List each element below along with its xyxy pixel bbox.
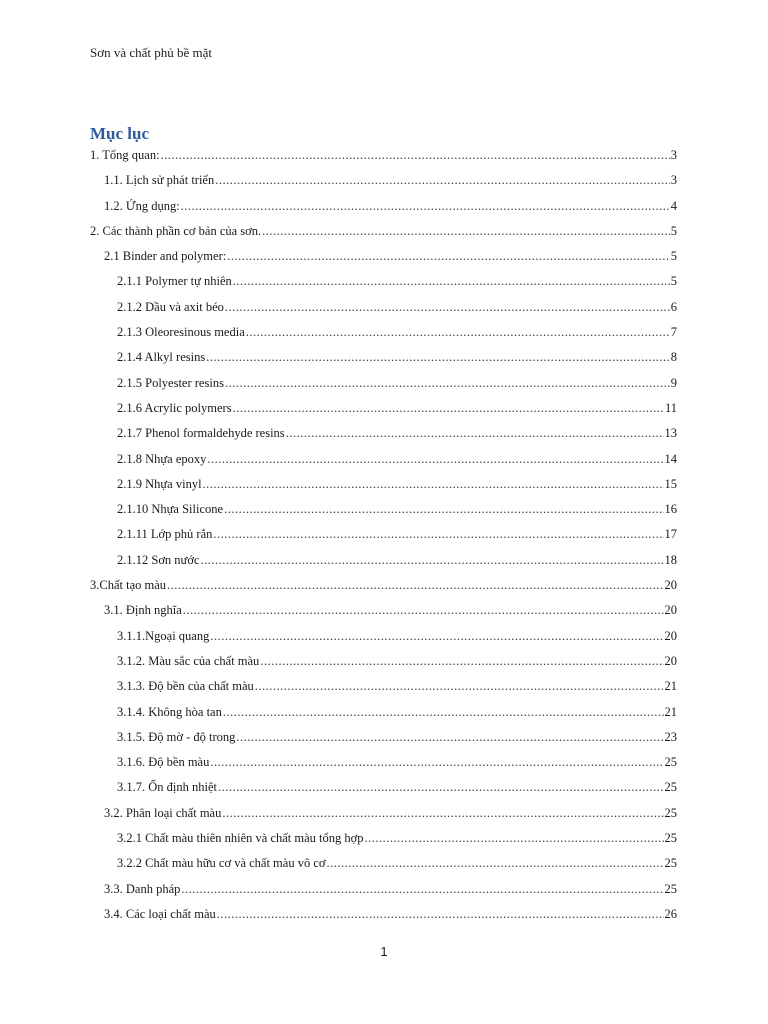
dot-leader <box>225 295 670 320</box>
toc-entry-page: 7 <box>670 325 677 340</box>
toc-entry[interactable] <box>90 902 677 927</box>
dot-leader <box>218 775 664 800</box>
dot-leader <box>167 573 663 598</box>
dot-leader <box>286 421 664 446</box>
toc-entry-label: 3.1.4. Không hòa tan <box>117 704 222 719</box>
toc-entry[interactable] <box>90 573 677 598</box>
toc-entry-label: 2.1.6 Acrylic polymers <box>117 400 232 415</box>
dot-leader <box>227 244 670 269</box>
dot-leader <box>207 447 663 472</box>
toc-entry-label: 2.1.8 Nhựa epoxy <box>117 451 207 466</box>
toc-entry-page: 3 <box>670 148 677 162</box>
dot-leader <box>215 168 670 193</box>
toc-entry[interactable] <box>90 522 677 547</box>
toc-entry[interactable] <box>90 548 677 573</box>
toc-entry-label: 2.1.11 Lớp phủ rắn <box>117 527 213 542</box>
dot-leader <box>222 801 663 826</box>
toc-entry-page: 8 <box>670 350 677 365</box>
dot-leader <box>183 598 664 623</box>
toc-entry-page: 20 <box>664 653 677 668</box>
toc-entry[interactable] <box>90 244 677 269</box>
toc-entry[interactable] <box>90 269 677 294</box>
toc-entry-label: 1.1. Lịch sử phát triển <box>104 173 215 188</box>
toc-entry-label: 3.2.2 Chất màu hữu cơ và chất màu vô cơ <box>117 856 326 871</box>
toc-entry[interactable] <box>90 801 677 826</box>
dot-leader <box>223 700 664 725</box>
toc-entry-page: 18 <box>664 552 677 567</box>
dot-leader <box>210 624 663 649</box>
toc-entry-page: 25 <box>664 780 677 795</box>
toc-entry-label: 2. Các thành phần cơ bản của sơn. <box>90 223 262 238</box>
toc-entry-page: 26 <box>664 906 677 921</box>
toc-entry-label: 3.1.6. Độ bền màu <box>117 755 210 770</box>
toc-entry[interactable] <box>90 877 677 902</box>
toc-entry[interactable] <box>90 295 677 320</box>
dot-leader <box>233 396 664 421</box>
toc-entry[interactable] <box>90 851 677 876</box>
toc-entry-page: 20 <box>664 578 677 593</box>
toc-entry-label: 2.1.3 Oleoresinous media <box>117 325 245 340</box>
toc-entry[interactable] <box>90 649 677 674</box>
table-of-contents <box>90 143 677 927</box>
toc-title: Mục lục <box>90 124 150 143</box>
toc-entry-label: 1.2. Ứng dụng: <box>104 198 180 213</box>
toc-entry[interactable] <box>90 194 677 219</box>
toc-entry-label: 3.2.1 Chất màu thiên nhiên và chất màu tổng hợp <box>117 831 364 846</box>
toc-entry-label: 3.2. Phân loại chất màu <box>104 805 222 820</box>
toc-entry-label: 3.1.1.Ngoại quang <box>117 628 210 643</box>
toc-entry-label: 3.1.3. Độ bền của chất màu <box>117 679 254 694</box>
toc-entry-label: 3.4. Các loại chất màu <box>104 906 216 921</box>
toc-entry-label: 2.1.1 Polymer tự nhiên <box>117 274 232 289</box>
toc-entry-page: 14 <box>664 451 677 466</box>
toc-entry[interactable] <box>90 320 677 345</box>
toc-entry[interactable] <box>90 598 677 623</box>
toc-entry-page: 20 <box>664 628 677 643</box>
toc-entry-page: 11 <box>664 400 677 415</box>
dot-leader <box>206 345 670 370</box>
toc-entry-label: 2.1.5 Polyester resins <box>117 375 224 390</box>
toc-entry-page: 21 <box>664 679 677 694</box>
dot-leader <box>236 725 663 750</box>
toc-entry-page: 25 <box>664 881 677 896</box>
toc-entry-label: 3.1.2. Màu sắc của chất màu <box>117 653 260 668</box>
dot-leader <box>201 548 664 573</box>
toc-entry-page: 21 <box>664 704 677 719</box>
toc-entry-page: 5 <box>670 223 677 238</box>
toc-entry[interactable] <box>90 472 677 497</box>
toc-entry-label: 3.1. Định nghĩa <box>104 603 182 618</box>
dot-leader <box>255 674 664 699</box>
toc-entry-page: 25 <box>664 856 677 871</box>
dot-leader <box>161 143 670 168</box>
dot-leader <box>217 902 664 927</box>
toc-entry-page: 9 <box>670 375 677 390</box>
toc-entry-label: 2.1.2 Dầu và axit béo <box>117 299 224 314</box>
dot-leader <box>246 320 670 345</box>
toc-entry-page: 25 <box>664 805 677 820</box>
dot-leader <box>365 826 664 851</box>
dot-leader <box>262 219 670 244</box>
toc-entry[interactable] <box>90 396 677 421</box>
dot-leader <box>260 649 663 674</box>
toc-entry[interactable] <box>90 219 677 244</box>
toc-entry-page: 16 <box>664 502 677 517</box>
dot-leader <box>210 750 663 775</box>
toc-entry-label: 2.1.10 Nhựa Silicone <box>117 502 224 517</box>
toc-entry[interactable] <box>90 725 677 750</box>
toc-entry-label: 2.1.12 Sơn nước <box>117 552 200 567</box>
toc-entry[interactable] <box>90 168 677 193</box>
dot-leader <box>181 194 670 219</box>
dot-leader <box>326 851 663 876</box>
toc-entry-page: 6 <box>670 299 677 314</box>
toc-entry-page: 3 <box>670 173 677 188</box>
toc-entry[interactable] <box>90 624 677 649</box>
toc-entry[interactable] <box>90 674 677 699</box>
toc-entry-label: 1. Tổng quan: <box>90 148 160 162</box>
dot-leader <box>233 269 670 294</box>
toc-entry-page: 20 <box>664 603 677 618</box>
toc-entry-page: 13 <box>664 426 677 441</box>
toc-entry-page: 5 <box>670 274 677 289</box>
toc-entry[interactable] <box>90 143 677 168</box>
toc-entry-label: 2.1 Binder and polymer: <box>104 249 227 264</box>
toc-entry-page: 25 <box>664 831 677 846</box>
toc-entry[interactable] <box>90 421 677 446</box>
dot-leader <box>225 371 670 396</box>
toc-entry-label: 3.Chất tạo màu <box>90 578 167 593</box>
toc-entry-page: 17 <box>664 527 677 542</box>
dot-leader <box>203 472 664 497</box>
toc-entry[interactable] <box>90 345 677 370</box>
running-header: Sơn và chất phủ bề mặt <box>90 45 213 60</box>
toc-entry-page: 4 <box>670 198 677 213</box>
toc-entry[interactable] <box>90 700 677 725</box>
toc-entry[interactable] <box>90 775 677 800</box>
dot-leader <box>224 497 663 522</box>
toc-entry-page: 15 <box>664 476 677 491</box>
dot-leader <box>213 522 663 547</box>
toc-entry[interactable] <box>90 497 677 522</box>
dot-leader <box>181 877 663 902</box>
toc-entry-label: 2.1.7 Phenol formaldehyde resins <box>117 426 285 441</box>
toc-entry-label: 2.1.4 Alkyl resins <box>117 350 206 365</box>
toc-entry[interactable] <box>90 447 677 472</box>
toc-entry[interactable] <box>90 750 677 775</box>
toc-entry-page: 23 <box>664 729 677 744</box>
toc-entry-label: 2.1.9 Nhựa vinyl <box>117 476 202 491</box>
toc-entry-label: 3.1.7. Ổn định nhiệt <box>117 780 217 795</box>
toc-entry[interactable] <box>90 371 677 396</box>
toc-entry[interactable] <box>90 826 677 851</box>
toc-entry-page: 5 <box>670 249 677 264</box>
toc-entry-page: 25 <box>664 755 677 770</box>
toc-entry-label: 3.3. Danh pháp <box>104 881 181 896</box>
page-number: 1 <box>380 944 388 959</box>
toc-entry-label: 3.1.5. Độ mờ - độ trong <box>117 729 236 744</box>
